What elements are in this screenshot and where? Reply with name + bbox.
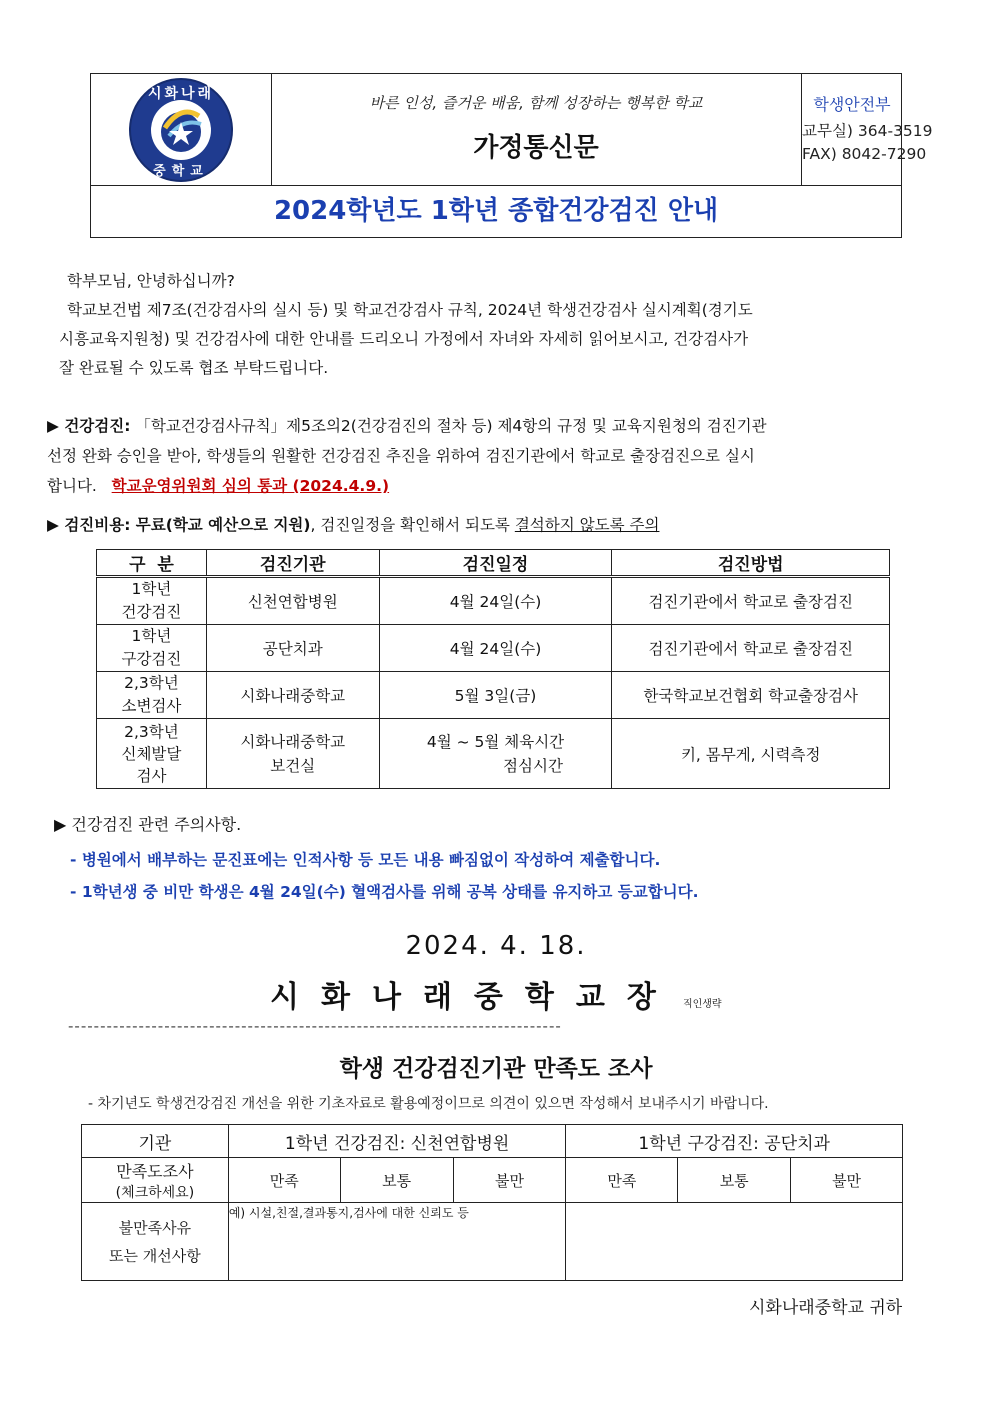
header-category: 구 분 bbox=[97, 550, 207, 577]
schedule-table bbox=[96, 549, 890, 789]
notes-item-2: - 1학년생 중 비만 학생은 4월 24일(수) 혈액검사를 위해 공복 상태를 유지하고 등교합니다. bbox=[70, 883, 699, 901]
checkup-text-1: 「학교건강검사규칙」제5조의2(건강검진의 절차 등) 제4항의 규정 및 교육지원청의 검진기관 bbox=[135, 417, 767, 435]
main-title: 2024학년도 1학년 종합건강검진 안내 bbox=[273, 196, 719, 226]
cost-warning: 결석하지 않도록 주의 bbox=[514, 516, 660, 534]
issue-date: 2024. 4. 18. bbox=[405, 931, 587, 961]
checkup-label: ▶ 건강검진: bbox=[47, 417, 131, 435]
option-dissatisfied-1[interactable]: 불만 bbox=[453, 1158, 566, 1203]
paper-title: 가정통신문 bbox=[473, 133, 599, 163]
contact-cell bbox=[802, 74, 933, 185]
cut-line: ----------------------------------------------------------------------------- bbox=[68, 1017, 562, 1035]
row-method: 검진기관에서 학교로 출장검진 bbox=[612, 577, 890, 625]
reason-field-2[interactable] bbox=[566, 1203, 903, 1281]
row-date: 4월 24일(수) bbox=[379, 625, 612, 672]
svg-text:시화나래: 시화나래 bbox=[147, 86, 215, 102]
row-date: 5월 3일(금) bbox=[379, 672, 612, 719]
table-row bbox=[97, 719, 890, 789]
school-motto: 바른 인성, 즐거운 배움, 함께 성장하는 행복한 학교 bbox=[369, 94, 703, 112]
principal-line bbox=[270, 972, 722, 1016]
row-category: 1학년 건강검진 bbox=[97, 577, 207, 625]
notes-title: ▶ 건강검진 관련 주의사항. bbox=[54, 815, 242, 834]
checkup-line-1 bbox=[47, 411, 767, 441]
office-phone: 교무실) 364-3519 bbox=[802, 122, 933, 140]
header-institution: 검진기관 bbox=[206, 550, 379, 577]
col-group-1: 1학년 건강검진: 신천연합병원 bbox=[228, 1125, 566, 1158]
table-row bbox=[97, 672, 890, 719]
row-method: 검진기관에서 학교로 출장검진 bbox=[612, 625, 890, 672]
row-date: 4월 ~ 5월 체육시간 bbox=[426, 732, 565, 751]
greeting: 학부모님, 안녕하십니까? bbox=[67, 272, 235, 290]
footer-recipient: 시화나래중학교 귀하 bbox=[749, 1298, 903, 1318]
header-box bbox=[90, 73, 933, 238]
seal-note: 직인생략 bbox=[682, 999, 722, 1010]
intro-line-1: 학교보건법 제7조(건강검사의 실시 등) 및 학교건강검사 규칙, 2024년 학생건강검사 실시계획(경기도 bbox=[67, 301, 753, 319]
survey-header-row bbox=[82, 1125, 903, 1158]
row-date: 4월 24일(수) bbox=[379, 577, 612, 625]
satisfaction-label: 만족도조사 bbox=[116, 1161, 194, 1181]
school-logo bbox=[91, 74, 271, 185]
row-method: 키, 몸무게, 시력측정 bbox=[612, 719, 890, 789]
logo-cell bbox=[91, 74, 272, 185]
row-institution: 공단치과 bbox=[206, 625, 379, 672]
option-neutral-1[interactable]: 보통 bbox=[340, 1158, 453, 1203]
survey-satisfaction-row bbox=[82, 1158, 903, 1203]
survey-title: 학생 건강검진기관 만족도 조사 bbox=[339, 1056, 653, 1082]
option-dissatisfied-2[interactable]: 불만 bbox=[791, 1158, 903, 1203]
option-satisfied-1[interactable]: 만족 bbox=[228, 1158, 340, 1203]
schedule-header-row bbox=[97, 550, 890, 577]
row-date-cell bbox=[379, 719, 612, 789]
svg-text:중학교: 중학교 bbox=[153, 164, 209, 179]
reason-label-2: 또는 개선사항 bbox=[109, 1246, 201, 1265]
row-category: 2,3학년 소변검사 bbox=[97, 672, 207, 719]
reason-example: 예) 시설,친절,결과통지,검사에 대한 신뢰도 등 bbox=[228, 1206, 469, 1220]
reason-label-cell bbox=[82, 1203, 229, 1281]
row-institution: 시화나래중학교 보건실 bbox=[206, 719, 379, 789]
row-institution: 시화나래중학교 bbox=[206, 672, 379, 719]
notes-item-1: - 병원에서 배부하는 문진표에는 인적사항 등 모든 내용 빠짐없이 작성하여 제출합니다. bbox=[70, 851, 661, 869]
option-satisfied-2[interactable]: 만족 bbox=[566, 1158, 678, 1203]
intro-line-3: 잘 완료될 수 있도록 협조 부탁드립니다. bbox=[59, 359, 329, 377]
fax-number: FAX) 8042-7290 bbox=[802, 145, 927, 163]
row-category: 1학년 구강검진 bbox=[97, 625, 207, 672]
checkup-line-2: 선정 완화 승인을 받아, 학생들의 원활한 건강검진 추진을 위하여 검진기관에서 학교로 출장검진으로 실시 bbox=[47, 447, 755, 465]
survey-table bbox=[81, 1124, 903, 1281]
cost-text: , 검진일정을 확인해서 되도록 bbox=[310, 516, 515, 534]
satisfaction-label-cell bbox=[82, 1158, 229, 1203]
checkup-line-3 bbox=[47, 471, 389, 501]
approval-note: 학교운영위원회 심의 통과 (2024.4.9.) bbox=[111, 477, 390, 495]
reason-field-1[interactable] bbox=[228, 1203, 566, 1281]
intro-line-2: 시흥교육지원청) 및 건강검사에 대한 안내를 드리오니 가정에서 자녀와 자세히 읽어보시고, 건강검사가 bbox=[59, 330, 749, 348]
satisfaction-sub: (체크하세요) bbox=[115, 1184, 195, 1201]
principal-name: 시화나래중학교장 bbox=[270, 980, 678, 1015]
row-method: 한국학교보건협회 학교출장검사 bbox=[612, 672, 890, 719]
survey-reason-row bbox=[82, 1203, 903, 1281]
cost-label: ▶ 검진비용: 무료(학교 예산으로 지원) bbox=[47, 516, 311, 534]
cost-line bbox=[47, 510, 659, 540]
survey-note: - 차기년도 학생건강검진 개선을 위한 기초자료로 활용예정이므로 의견이 있으면 작성해서 보내주시기 바랍니다. bbox=[88, 1096, 769, 1112]
col-institution: 기관 bbox=[82, 1125, 229, 1158]
table-row bbox=[97, 577, 890, 625]
table-row bbox=[97, 625, 890, 672]
row-date-2: 점심시간 bbox=[503, 756, 563, 775]
header-date: 검진일정 bbox=[379, 550, 612, 577]
row-category: 2,3학년 신체발달 검사 bbox=[97, 719, 207, 789]
header-row bbox=[91, 74, 933, 186]
title-cell bbox=[271, 74, 802, 185]
row-institution: 신천연합병원 bbox=[206, 577, 379, 625]
option-neutral-2[interactable]: 보통 bbox=[678, 1158, 791, 1203]
checkup-text-3: 합니다. bbox=[47, 477, 97, 495]
reason-label-1: 불만족사유 bbox=[118, 1218, 192, 1237]
department: 학생안전부 bbox=[813, 95, 891, 114]
col-group-2: 1학년 구강검진: 공단치과 bbox=[566, 1125, 903, 1158]
header-method: 검진방법 bbox=[612, 550, 890, 577]
